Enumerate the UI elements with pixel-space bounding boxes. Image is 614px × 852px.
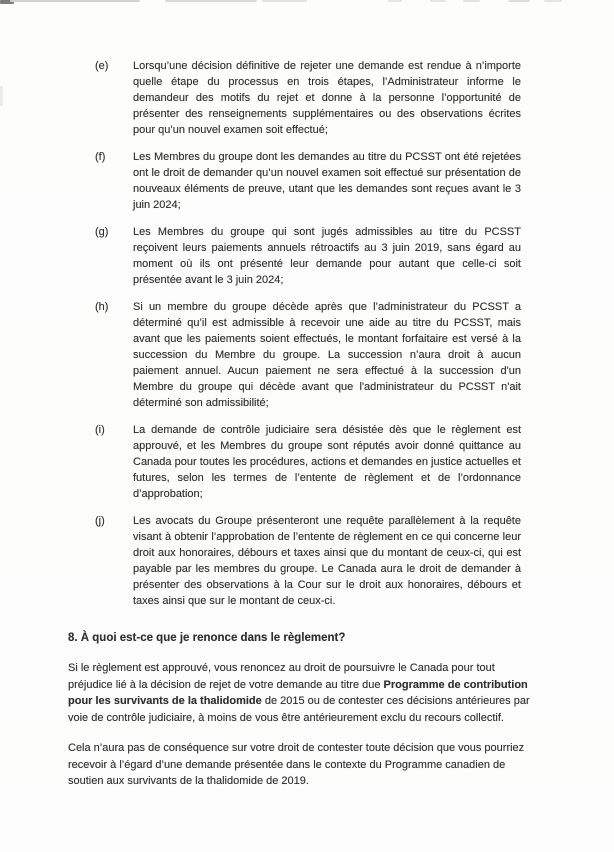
scan-mark [463,0,480,2]
clause-g [95,224,521,288]
clause-e [95,58,521,138]
clause-i [95,422,521,502]
clause-j [95,513,521,609]
paragraph-consequence: Cela n’aura pas de conséquence sur votre droit de contester toute décision que vous pourriez recevoir à l’égard d’une demande présentée dans le contexte du Programme canadien de soutien aux survivants de la thalidomide de 2019. [68,742,525,787]
section-heading: 8. À quoi est-ce que je renonce dans le règlement? [68,632,346,644]
clause-h [95,299,521,411]
scan-mark [10,0,140,2]
document-content [0,58,614,790]
scan-mark [544,0,562,2]
scan-mark [508,0,530,2]
clause-text: Lorsqu’une décision définitive de rejeter une demande est rendue à n’importe quelle étape du processus en trois étapes, l’Administrateur informe le demandeur des motifs du rejet et donne à la personne l’opportunité de présenter des renseignements supplémentaires ou des observations écrites pour qu’un nouvel examen soit effectué; [133,60,521,136]
clause-label: (f) [95,151,106,163]
paragraph-text: de 2015 ou de contester ces décisions antérieures par voie de contrôle judiciaire, à moins de vous être antérieurement exclu du recours collectif. [68,695,530,724]
scan-mark [388,0,402,2]
clause-label: (h) [95,301,109,313]
clause-label: (j) [95,515,105,527]
scan-mark [430,0,446,2]
program-name-bold: Programme de contribution pour les survivants de la thalidomide [68,678,528,707]
clause-label: (i) [95,424,105,436]
clause-text: Les avocats du Groupe présenteront une requête parallèlement à la requête visant à obtenir l’approbation de l’entente de règlement en ce qui concerne leur droit aux honoraires, débours et taxes ainsi que du montant de ceux-ci, qui est payable par les membres du groupe. Le Canada aura le droit de demander à présenter des observations à la Cour sur le droit aux honoraires, débours et taxes ainsi que sur le montant de ceux-ci. [133,515,521,607]
clause-text: Les Membres du groupe qui sont jugés admissibles au titre du PCSST reçoivent leurs paiements annuels rétroactifs au 3 juin 2019, sans égard au moment où ils ont présenté leur demande pour autant que celle-ci soit présentée avant le 3 juin 2024; [133,226,521,286]
clause-label: (e) [95,60,109,72]
clause-text: La demande de contrôle judiciaire sera désistée dès que le règlement est approuvé, et les Membres du groupe sont réputés avoir donné quittance au Canada pour toutes les procédures, actions et demandes en justice actuelles et futures, selon les termes de l’entente de règlement et de l’ordonnance d’approbation; [133,424,521,500]
clause-label: (g) [95,226,109,238]
clause-f [95,149,521,213]
scan-mark [262,0,307,2]
scan-mark [165,0,257,2]
paragraph-text: Si le règlement est approuvé, vous renoncez au droit de poursuivre le Canada pour tout préjudice lié à la décision de rejet de votre demande au titre due [68,662,495,691]
clause-text: Si un membre du groupe décède après que l’administrateur du PCSST a déterminé qu’il est admissible à recevoir une aide au titre du PCSST, mais avant que les paiements soient effectués, le montant forfaitaire est versé à la succession du Membre du groupe. La succession n’aura droit à aucun paiement annuel. Aucun paiement ne sera effectué à la succession d'un Membre du groupe qui décède avant que l'administrateur du PCSST n'ait déterminé son admissibilité; [133,301,521,409]
clause-text: Les Membres du groupe dont les demandes au titre du PCSST ont été rejetées ont le droit de demander qu’un nouvel examen soit effectué sur présentation de nouveaux éléments de preuve, utant que les demandes sont reçues avant le 3 juin 2024; [133,151,521,211]
clause-list [95,58,521,609]
scan-artifact-top-edge [0,0,614,6]
paragraph-renounce [68,660,530,726]
